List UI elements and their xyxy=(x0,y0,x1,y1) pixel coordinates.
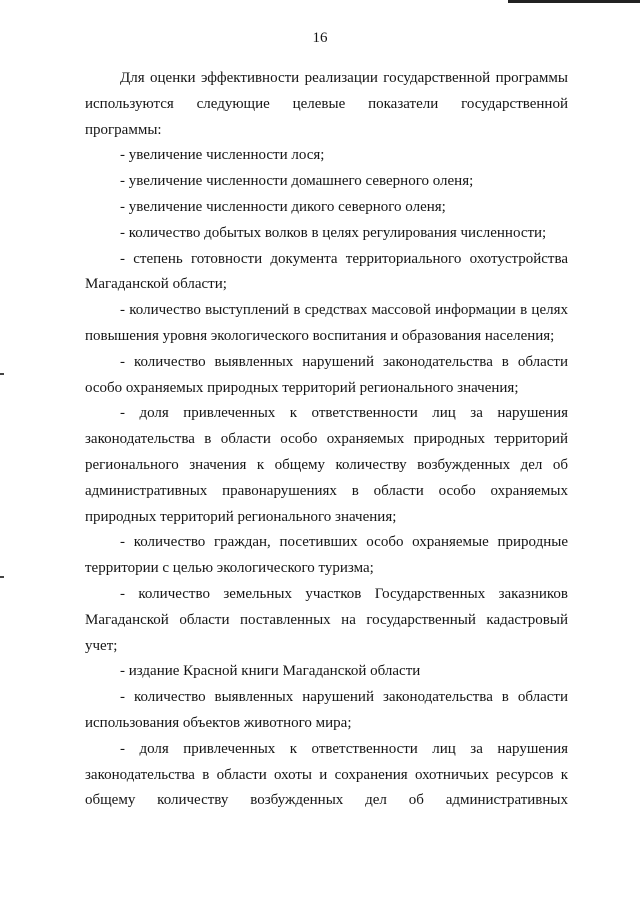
list-item: - количество выявленных нарушений законодательства в области использования объектов животного мира; xyxy=(85,689,568,731)
page-number: 16 xyxy=(312,30,328,46)
list-item: - количество добытых волков в целях регулирования численности; xyxy=(120,224,547,241)
list-item: - увеличение численности домашнего северного оленя; xyxy=(120,173,474,190)
list-item: - количество выявленных нарушений законодательства в области особо охраняемых природных территорий регионального значения; xyxy=(85,353,568,396)
document-body xyxy=(85,66,568,814)
list-item: - количество граждан, посетивших особо охраняемые природные территории с целью экологического туризма; xyxy=(85,534,568,577)
scan-edge-line xyxy=(508,0,640,3)
margin-mark xyxy=(0,576,4,578)
margin-mark xyxy=(0,373,4,375)
list-item: - увеличение численности дикого северного оленя; xyxy=(120,198,446,215)
list-item: - издание Красной книги Магаданской области xyxy=(120,663,421,680)
list-item: - количество выступлений в средствах массовой информации в целях повышения уровня экологического воспитания и образования населения; xyxy=(85,302,568,344)
list-item: - увеличение численности лося; xyxy=(120,147,325,164)
list-item: - доля привлеченных к ответственности лиц за нарушения законодательства в области охоты и сохранения охотничьих ресурсов к общему количеству возбужденных дел об административных xyxy=(85,740,568,809)
intro-paragraph: Для оценки эффективности реализации государственной программы используются следующие целевые показатели государственной программы: xyxy=(85,70,568,138)
list-item: - доля привлеченных к ответственности лиц за нарушения законодательства в области особо охраняемых природных территорий регионального значения к общему количеству возбужденных дел об административных правонарушениях в области особо охраняемых природных территорий регионального значения; xyxy=(85,405,568,525)
list-item: - количество земельных участков Государственных заказников Магаданской области поставленных на государственный кадастровый учет; xyxy=(85,585,568,654)
list-item: - степень готовности документа территориального охотустройства Магаданской области; xyxy=(85,250,568,293)
